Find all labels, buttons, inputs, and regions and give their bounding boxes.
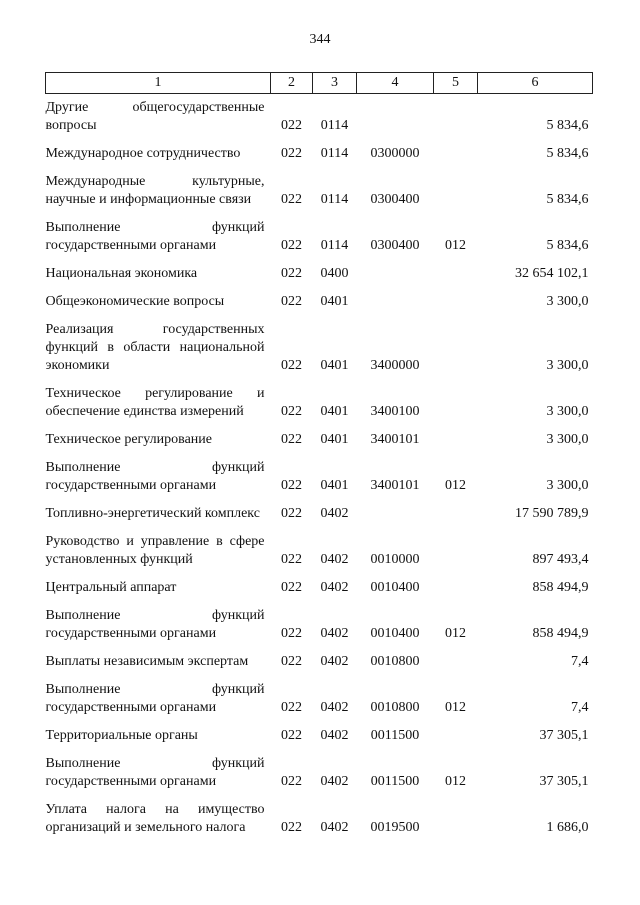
row-amount: 5 834,6: [546, 238, 589, 253]
row-code-2: 022: [281, 294, 302, 309]
row-code-3: 0402: [320, 774, 349, 789]
row-code-5: [434, 500, 478, 528]
row-code-2: 022: [281, 728, 302, 743]
table-row: [46, 260, 593, 288]
row-code-2: 022: [281, 774, 302, 789]
row-code-4: 0010400: [370, 580, 420, 595]
row-amount: 37 305,1: [539, 728, 589, 743]
row-code-5: [434, 528, 478, 574]
row-name: Центральный аппарат: [45, 580, 177, 595]
row-code-5: [434, 426, 478, 454]
row-code-3: 0402: [320, 580, 349, 595]
row-code-2: 022: [281, 700, 302, 715]
row-code-3: 0402: [320, 506, 349, 521]
row-name: Выплаты независимым экспертам: [45, 654, 249, 669]
row-code-4: 0019500: [370, 820, 420, 835]
row-name: Международные культурные, научные и информационные связи: [45, 174, 265, 207]
row-code-5: [434, 574, 478, 602]
row-code-2: 022: [281, 192, 302, 207]
table-row: [46, 426, 593, 454]
table-row: [46, 722, 593, 750]
table-row: [46, 288, 593, 316]
row-code-4: [357, 260, 434, 288]
table-row: [46, 214, 593, 260]
row-code-5: 012: [445, 700, 466, 715]
row-code-5: [434, 288, 478, 316]
row-name: Выполнение функций государственными органами: [45, 220, 265, 253]
row-name: Топливно-энергетический комплекс: [45, 506, 260, 521]
row-code-5: [434, 140, 478, 168]
row-code-3: 0402: [320, 820, 349, 835]
row-code-4: 0011500: [370, 774, 420, 789]
row-name: Техническое регулирование: [45, 432, 212, 447]
row-code-2: 022: [281, 432, 302, 447]
row-name: Территориальные органы: [45, 728, 198, 743]
row-code-3: 0401: [320, 478, 349, 493]
row-amount: 858 494,9: [532, 626, 589, 641]
row-code-4: 0010800: [370, 700, 420, 715]
row-code-2: 022: [281, 146, 302, 161]
row-amount: 3 300,0: [546, 358, 589, 373]
row-name: Выполнение функций государственными органами: [45, 460, 265, 493]
row-code-4: 0010000: [370, 552, 420, 567]
row-name: Другие общегосударственные вопросы: [45, 100, 265, 133]
header-row: [46, 73, 593, 94]
table-row: [46, 750, 593, 796]
row-code-3: 0402: [320, 626, 349, 641]
table-row: [46, 454, 593, 500]
row-code-3: 0401: [320, 432, 349, 447]
table-row: [46, 168, 593, 214]
table-row: [46, 500, 593, 528]
header-cell-2: 2: [271, 73, 313, 94]
row-code-3: 0114: [320, 192, 349, 207]
header-cell-6: 6: [478, 73, 593, 94]
row-code-2: 022: [281, 266, 302, 281]
row-code-4: 3400101: [370, 478, 420, 493]
row-code-4: 3400000: [370, 358, 420, 373]
row-code-5: 012: [445, 626, 466, 641]
table-row: [46, 648, 593, 676]
row-amount: 17 590 789,9: [515, 506, 589, 521]
row-amount: 858 494,9: [532, 580, 589, 595]
page-number: 344: [309, 32, 331, 47]
row-code-2: 022: [281, 358, 302, 373]
row-amount: 1 686,0: [546, 820, 589, 835]
row-code-3: 0402: [320, 728, 349, 743]
row-code-4: [357, 288, 434, 316]
row-code-2: 022: [281, 478, 302, 493]
row-code-4: [357, 94, 434, 141]
row-code-2: 022: [281, 626, 302, 641]
row-amount: 7,4: [571, 654, 589, 669]
row-code-2: 022: [281, 118, 302, 133]
row-code-3: 0402: [320, 552, 349, 567]
row-name: Общеэкономические вопросы: [45, 294, 225, 309]
header-cell-4: 4: [357, 73, 434, 94]
table-body: [46, 94, 593, 843]
row-code-2: 022: [281, 552, 302, 567]
row-name: Выполнение функций государственными органами: [45, 608, 265, 641]
table-row: [46, 140, 593, 168]
row-code-3: 0401: [320, 358, 349, 373]
table-row: [46, 94, 593, 141]
row-amount: 897 493,4: [532, 552, 589, 567]
row-amount: 32 654 102,1: [515, 266, 589, 281]
row-amount: 37 305,1: [539, 774, 589, 789]
row-code-5: [434, 796, 478, 842]
row-amount: 5 834,6: [546, 118, 589, 133]
row-code-2: 022: [281, 820, 302, 835]
row-name: Уплата налога на имущество организаций и земельного налога: [45, 802, 265, 835]
row-code-3: 0400: [320, 266, 349, 281]
table-row: [46, 316, 593, 380]
row-code-4: 0300000: [370, 146, 420, 161]
row-amount: 3 300,0: [546, 432, 589, 447]
row-name: Выполнение функций государственными органами: [45, 756, 265, 789]
row-code-5: [434, 380, 478, 426]
row-name: Выполнение функций государственными органами: [45, 682, 265, 715]
header-cell-3: 3: [313, 73, 357, 94]
row-amount: 5 834,6: [546, 192, 589, 207]
row-code-5: 012: [445, 478, 466, 493]
row-code-3: 0401: [320, 404, 349, 419]
row-code-2: 022: [281, 580, 302, 595]
row-code-4: 0300400: [370, 192, 420, 207]
row-code-4: [357, 500, 434, 528]
row-code-3: 0401: [320, 294, 349, 309]
row-code-3: 0114: [320, 146, 349, 161]
row-code-4: 0011500: [370, 728, 420, 743]
row-code-4: 0010400: [370, 626, 420, 641]
header-cell-5: 5: [434, 73, 478, 94]
table-row: [46, 528, 593, 574]
row-amount: 7,4: [571, 700, 589, 715]
row-code-3: 0402: [320, 654, 349, 669]
row-name: Национальная экономика: [45, 266, 198, 281]
table-row: [46, 574, 593, 602]
row-code-5: [434, 94, 478, 141]
row-code-4: 3400100: [370, 404, 420, 419]
row-code-4: 3400101: [370, 432, 420, 447]
row-amount: 5 834,6: [546, 146, 589, 161]
header-cell-1: 1: [46, 73, 271, 94]
row-code-5: [434, 648, 478, 676]
row-code-5: 012: [445, 238, 466, 253]
row-name: Руководство и управление в сфере установленных функций: [45, 534, 265, 567]
table-row: [46, 380, 593, 426]
row-name: Реализация государственных функций в области национальной экономики: [45, 322, 265, 373]
row-code-2: 022: [281, 654, 302, 669]
row-code-2: 022: [281, 506, 302, 521]
budget-table: [45, 72, 593, 842]
row-amount: 3 300,0: [546, 404, 589, 419]
row-code-4: 0010800: [370, 654, 420, 669]
row-amount: 3 300,0: [546, 478, 589, 493]
table-row: [46, 796, 593, 842]
row-code-2: 022: [281, 404, 302, 419]
row-code-5: [434, 168, 478, 214]
row-code-3: 0114: [320, 118, 349, 133]
row-code-5: [434, 260, 478, 288]
row-code-3: 0402: [320, 700, 349, 715]
row-code-3: 0114: [320, 238, 349, 253]
table-row: [46, 602, 593, 648]
row-name: Международное сотрудничество: [45, 146, 241, 161]
row-code-5: [434, 722, 478, 750]
row-name: Техническое регулирование и обеспечение единства измерений: [45, 386, 265, 419]
row-code-2: 022: [281, 238, 302, 253]
row-code-4: 0300400: [370, 238, 420, 253]
row-amount: 3 300,0: [546, 294, 589, 309]
table-row: [46, 676, 593, 722]
row-code-5: [434, 316, 478, 380]
row-code-5: 012: [445, 774, 466, 789]
